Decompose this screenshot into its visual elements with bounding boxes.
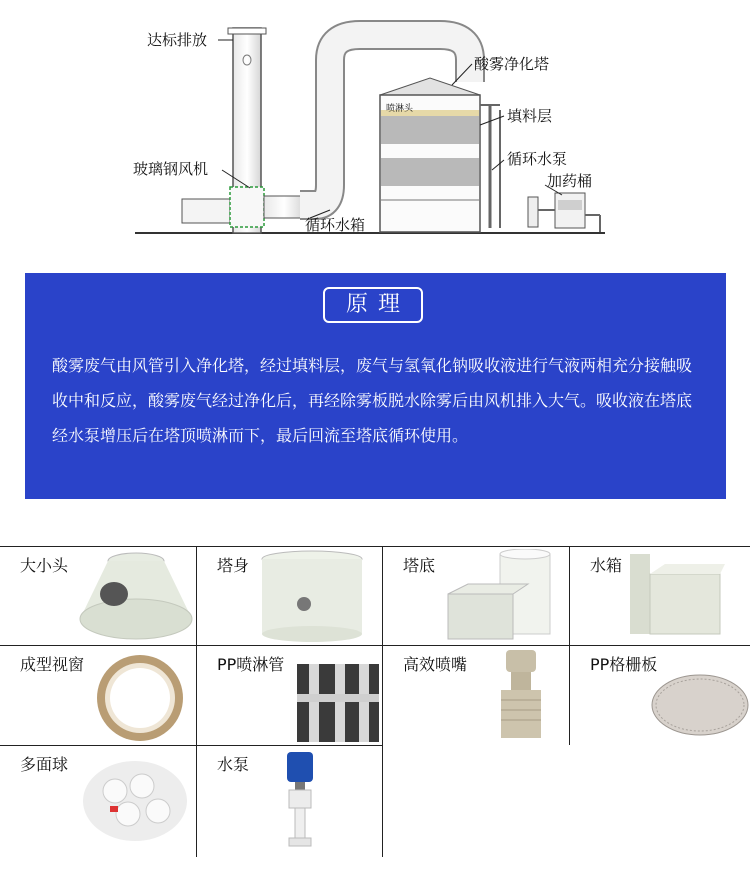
part-label: PP喷淋管	[217, 655, 285, 674]
part-label: 塔底	[403, 556, 436, 575]
process-diagram	[0, 0, 750, 265]
label-fan: 玻璃钢风机	[133, 160, 209, 178]
label-nozzle: 喷淋头	[386, 104, 414, 114]
part-label: PP格栅板	[590, 655, 658, 674]
principle-title: 原理	[323, 287, 423, 323]
part-reducer	[0, 547, 187, 645]
tower-schematic	[0, 0, 750, 265]
nozzle-icon	[491, 650, 551, 742]
part-tower-base	[383, 547, 570, 645]
part-grid-plate	[570, 646, 750, 744]
part-label: 塔身	[217, 556, 250, 575]
part-pump	[197, 746, 384, 844]
principle-description: 酸雾废气由风管引入净化塔，经过填料层，废气与氢氧化钠吸收液进行气液两相充分接触吸收中和反应，酸雾废气经过净化后，再经除雾板脱水除雾后由风机排入大气。吸收液在塔底经水泵增压后在塔顶喷淋而下，最后回流至塔底循环使用。	[52, 356, 693, 445]
tower-base-icon	[438, 549, 568, 644]
part-label: 水泵	[217, 755, 250, 774]
part-water-tank	[570, 547, 750, 645]
reducer-cone-icon	[74, 549, 194, 644]
label-pump: 循环水泵	[507, 150, 568, 168]
polyhedral-balls-icon	[80, 756, 190, 846]
label-dosing: 加药桶	[547, 172, 593, 190]
label-packing: 填料层	[507, 107, 553, 125]
part-label: 大小头	[20, 556, 69, 575]
water-tank-icon	[625, 549, 735, 644]
grid-plate-icon	[650, 670, 750, 740]
part-label: 水箱	[590, 556, 623, 575]
part-sight-window	[0, 646, 187, 744]
label-discharge: 达标排放	[147, 31, 208, 49]
part-polyhedral-balls	[0, 746, 187, 844]
part-label: 高效喷嘴	[403, 655, 468, 674]
part-spray-pipe	[197, 646, 384, 744]
part-label: 成型视窗	[20, 655, 85, 674]
parts-grid	[0, 546, 750, 857]
sight-window-icon	[90, 648, 190, 743]
tower-body-icon	[252, 549, 372, 644]
pump-icon	[275, 750, 325, 850]
label-tower: 酸雾净化塔	[474, 55, 550, 73]
spray-pipe-icon	[297, 664, 379, 742]
label-tank: 循环水箱	[305, 216, 366, 234]
part-label: 多面球	[20, 755, 69, 774]
part-tower-body	[197, 547, 384, 645]
part-nozzle	[383, 646, 570, 744]
